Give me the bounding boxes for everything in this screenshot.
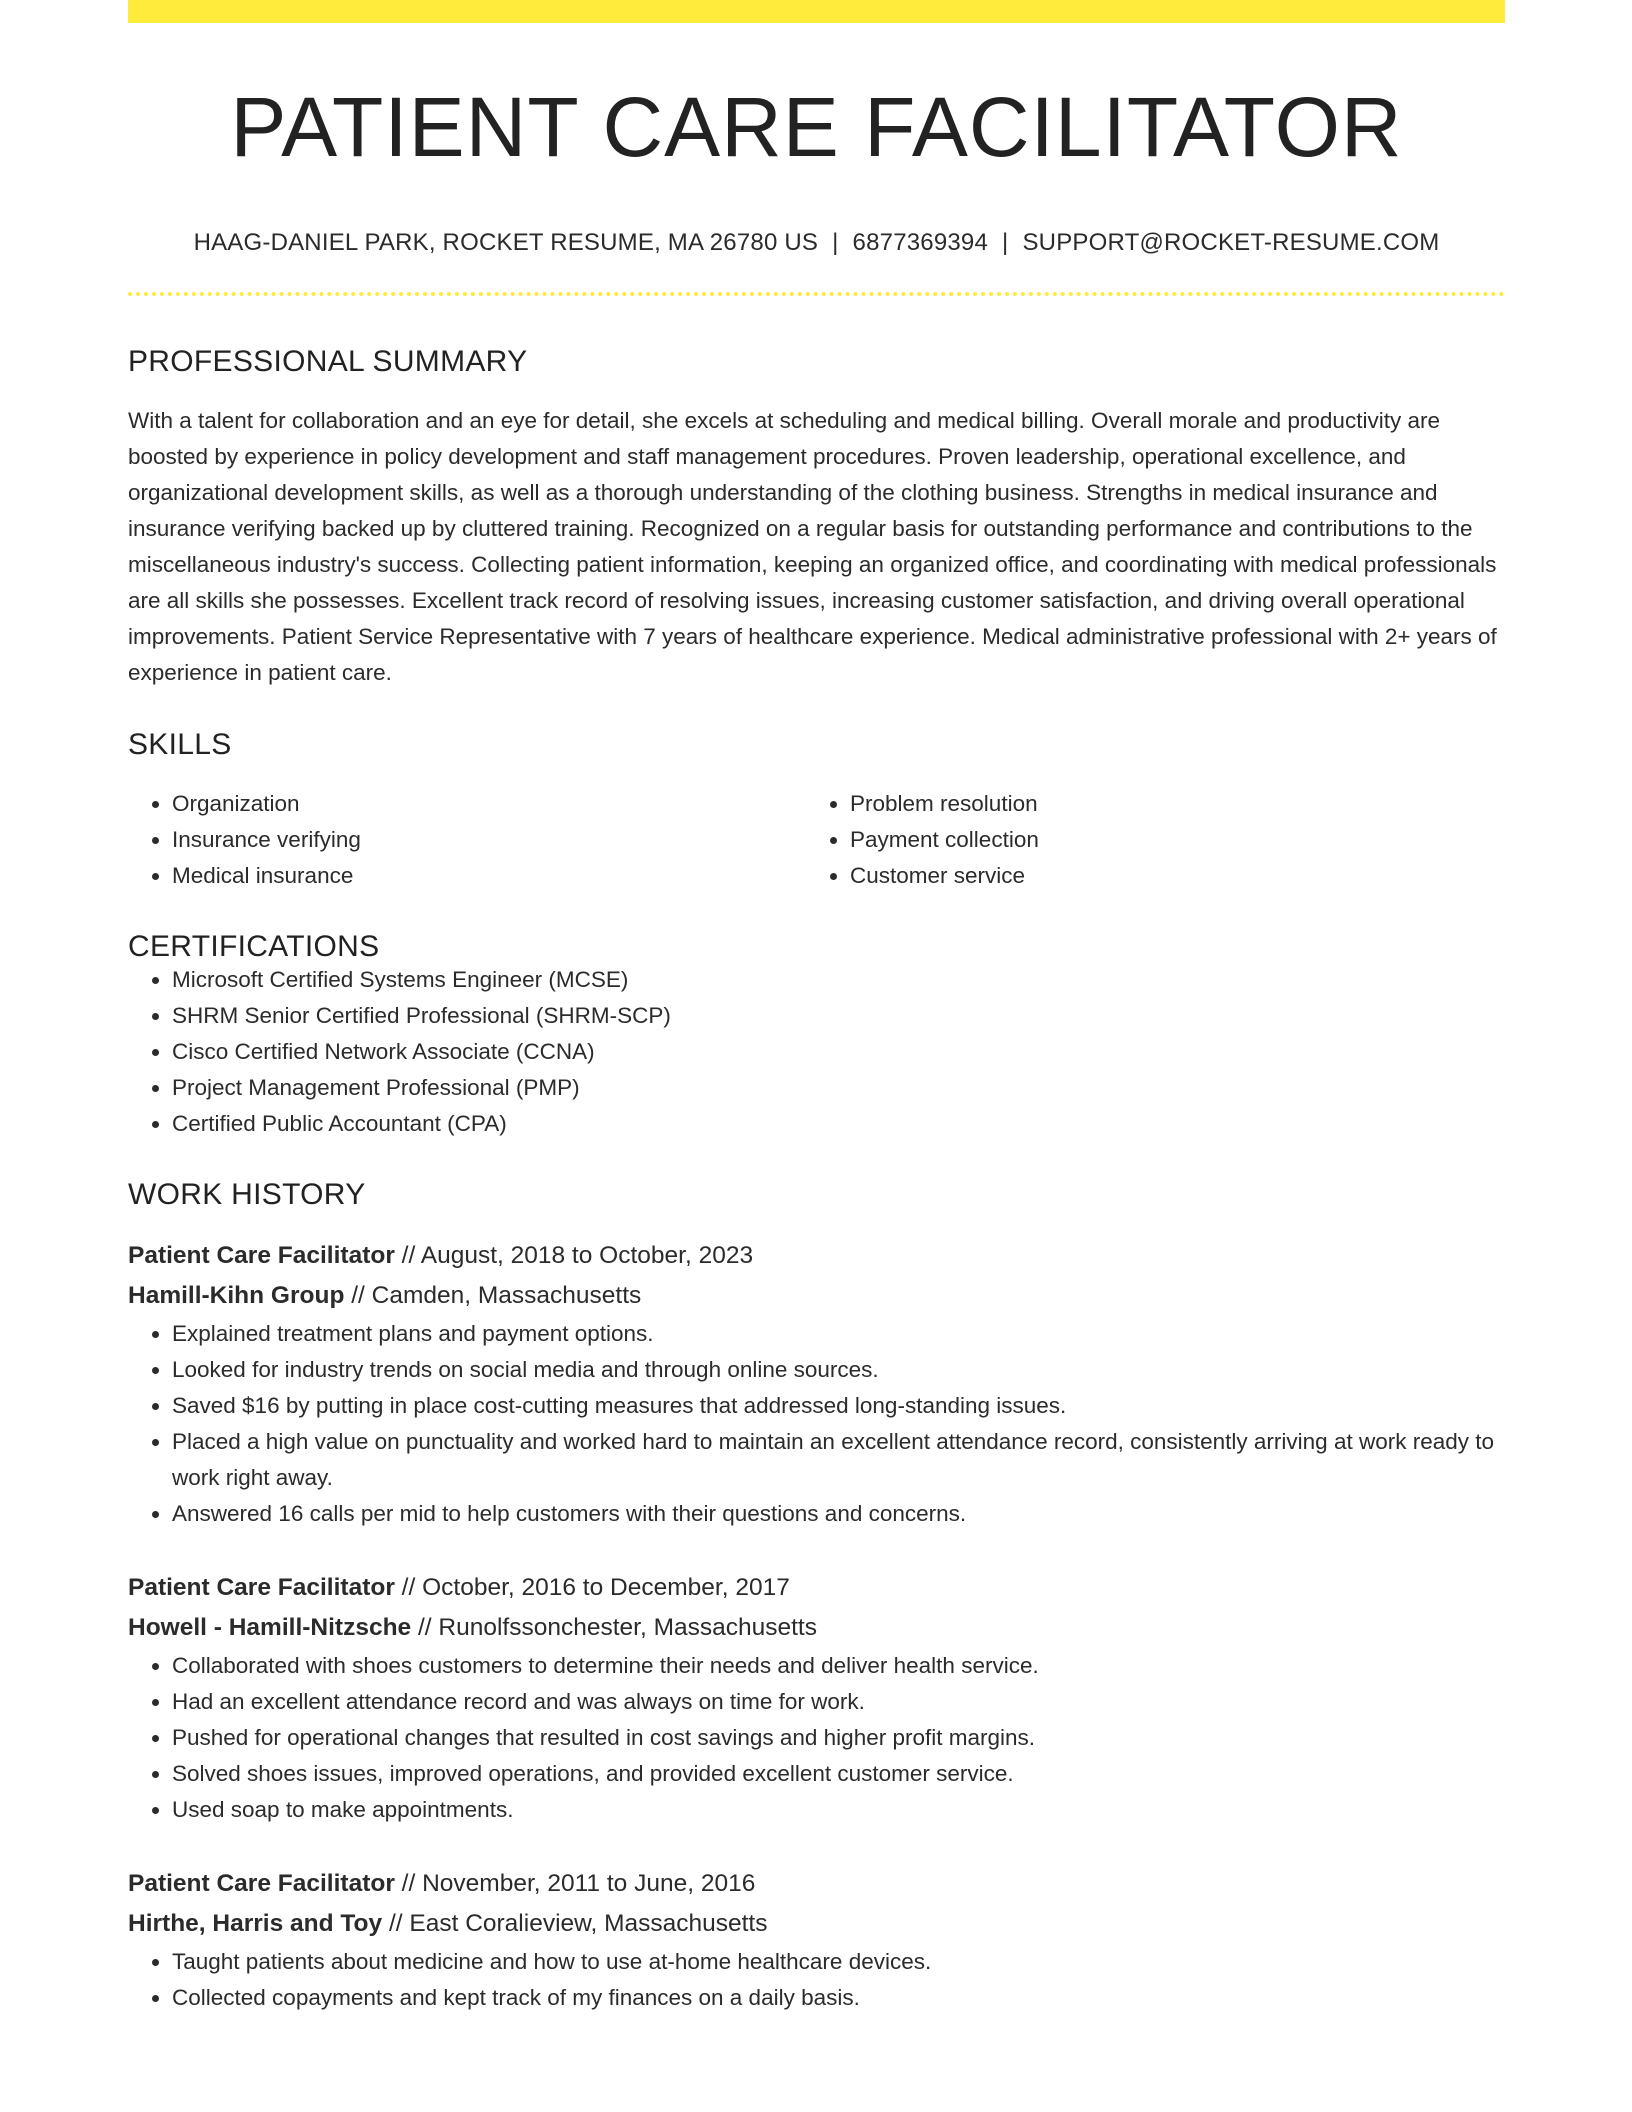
contact-phone: 6877369394 — [852, 229, 989, 256]
certification-item: • Cisco Certified Network Associate (CCNA) — [172, 1034, 1505, 1070]
job-company: Howell - Hamill-Nitzsche — [128, 1614, 412, 1641]
job-entry — [128, 1864, 1505, 2016]
skills-list-left — [128, 786, 806, 894]
contact-separator: | — [1002, 229, 1009, 256]
skill-item: • Problem resolution — [850, 786, 1484, 822]
certifications-list — [128, 962, 1505, 1142]
job-bullet: • Explained treatment plans and payment options. — [172, 1316, 1505, 1352]
job-company-line — [128, 1276, 1505, 1316]
job-bullet: • Had an excellent attendance record and was always on time for work. — [172, 1684, 1505, 1720]
summary-text: With a talent for collaboration and an eye for detail, she excels at scheduling and medical billing. Overall morale and productivity are boosted by experience in policy development and staff management procedures. Proven leadership, operational excellence, and organizational development skills, as well as a thorough understanding of the clothing business. Strengths in medical insurance and insurance verifying backed up by cluttered training. Recognized on a regular basis for outstanding performance and contributions to the miscellaneous industry's success. Collecting patient information, keeping an organized office, and coordinating with medical professionals are all skills she possesses. Excellent track record of resolving issues, increasing customer satisfaction, and driving overall operational improvements. Patient Service Representative with 7 years of healthcare experience. Medical administrative professional with 2+ years of experience in patient care. — [128, 408, 1497, 685]
job-bullet: • Pushed for operational changes that resulted in cost savings and higher profit margins. — [172, 1720, 1505, 1756]
skills-list-right — [806, 786, 1484, 894]
job-bullet: • Collected copayments and kept track of my finances on a daily basis. — [172, 1980, 1505, 2016]
contact-separator: | — [832, 229, 839, 256]
skill-item: • Organization — [172, 786, 806, 822]
job-title: Patient Care Facilitator — [128, 1242, 395, 1269]
contact-line — [128, 231, 1505, 255]
job-bullet: • Saved $16 by putting in place cost-cutting measures that addressed long-standing issues. — [172, 1388, 1505, 1424]
job-location: // Runolfssonchester, Massachusetts — [411, 1614, 817, 1641]
certification-item: • Certified Public Accountant (CPA) — [172, 1106, 1505, 1142]
job-title: Patient Care Facilitator — [128, 1574, 395, 1601]
certification-item: • SHRM Senior Certified Professional (SHRM-SCP) — [172, 998, 1505, 1034]
job-bullets — [128, 1944, 1505, 2016]
job-company: Hirthe, Harris and Toy — [128, 1910, 383, 1937]
job-bullet: • Used soap to make appointments. — [172, 1792, 1505, 1828]
certification-item: • Project Management Professional (PMP) — [172, 1070, 1505, 1106]
job-location: // East Coralieview, Massachusetts — [382, 1910, 768, 1937]
skill-item: • Medical insurance — [172, 858, 806, 894]
contact-email: SUPPORT@ROCKET-RESUME.COM — [1022, 229, 1440, 256]
contact-address: HAAG-DANIEL PARK, ROCKET RESUME, MA 26780 US — [193, 229, 819, 256]
job-bullet: • Taught patients about medicine and how to use at-home healthcare devices. — [172, 1944, 1505, 1980]
resume-page — [128, 0, 1505, 2112]
skill-item: • Insurance verifying — [172, 822, 806, 858]
summary-heading: PROFESSIONAL SUMMARY — [128, 345, 528, 378]
resume-title: PATIENT CARE FACILITATOR — [230, 80, 1403, 174]
skills-heading: SKILLS — [128, 728, 232, 761]
job-bullets — [128, 1316, 1505, 1532]
job-entry — [128, 1236, 1505, 1532]
skills-grid — [128, 786, 1505, 894]
job-title-line — [128, 1236, 1505, 1276]
job-title: Patient Care Facilitator — [128, 1870, 395, 1897]
job-location: // Camden, Massachusetts — [344, 1282, 642, 1309]
dotted-divider — [128, 292, 1505, 296]
job-bullet: • Collaborated with shoes customers to determine their needs and deliver health service. — [172, 1648, 1505, 1684]
job-dates: // November, 2011 to June, 2016 — [394, 1870, 756, 1897]
certification-item: • Microsoft Certified Systems Engineer (MCSE) — [172, 962, 1505, 998]
job-title-line — [128, 1864, 1505, 1904]
job-company-line — [128, 1904, 1505, 1944]
job-dates: // October, 2016 to December, 2017 — [394, 1574, 790, 1601]
skill-item: • Payment collection — [850, 822, 1484, 858]
job-company: Hamill-Kihn Group — [128, 1282, 345, 1309]
job-bullet: • Answered 16 calls per mid to help customers with their questions and concerns. — [172, 1496, 1505, 1532]
job-bullet: • Looked for industry trends on social media and through online sources. — [172, 1352, 1505, 1388]
certifications-heading: CERTIFICATIONS — [128, 930, 380, 963]
job-title-line — [128, 1568, 1505, 1608]
job-bullets — [128, 1648, 1505, 1828]
job-bullet: • Solved shoes issues, improved operations, and provided excellent customer service. — [172, 1756, 1505, 1792]
job-company-line — [128, 1608, 1505, 1648]
accent-top-bar — [128, 0, 1505, 23]
job-bullet: • Placed a high value on punctuality and worked hard to maintain an excellent attendance record, consistently arriving at work ready to work right away. — [172, 1424, 1505, 1496]
job-dates: // August, 2018 to October, 2023 — [394, 1242, 754, 1269]
job-entry — [128, 1568, 1505, 1828]
work-history-heading: WORK HISTORY — [128, 1178, 366, 1211]
skill-item: • Customer service — [850, 858, 1484, 894]
